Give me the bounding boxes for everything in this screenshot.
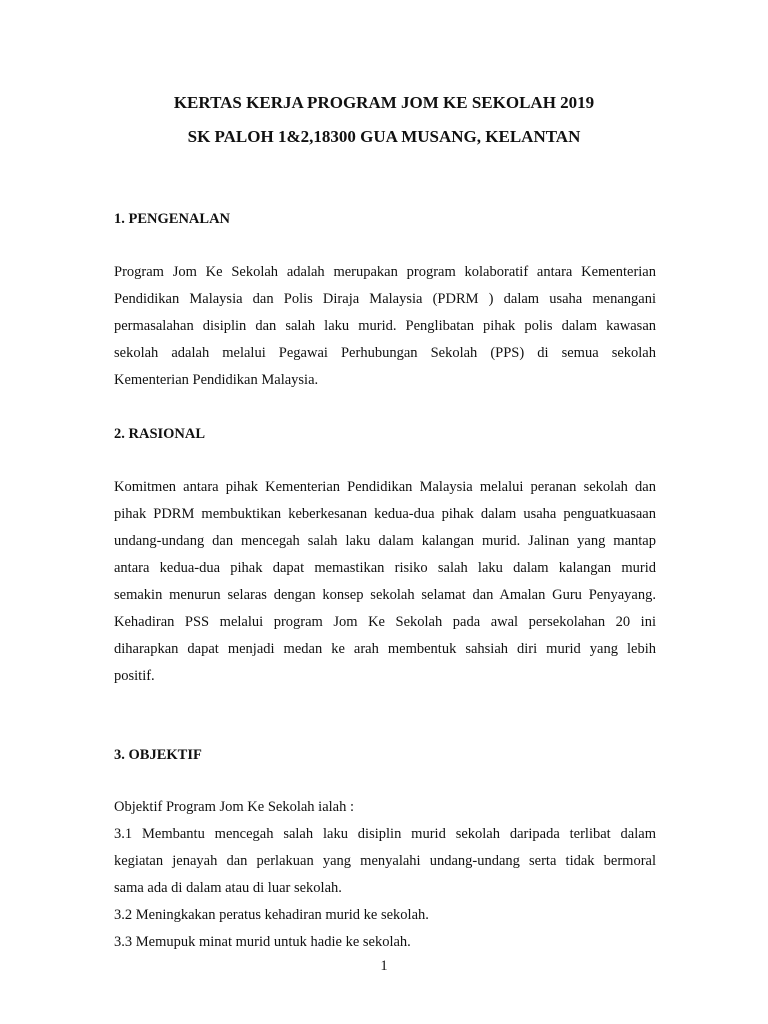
section-body-pengenalan xyxy=(114,259,656,394)
paragraph-line: antara kedua-dua pihak dapat memastikan risiko salah laku dalam kalangan murid xyxy=(114,560,656,576)
section-body-objektif xyxy=(114,794,656,956)
paragraph-line: undang-undang dan mencegah salah laku dalam kalangan murid. Jalinan yang mantap xyxy=(114,533,656,549)
paragraph-line: pihak PDRM membuktikan keberkesanan kedua-dua pihak dalam usaha penguatkuasaan xyxy=(114,506,656,522)
paragraph-line: diharapkan dapat menjadi medan ke arah membentuk sahsiah diri murid yang lebih xyxy=(114,641,656,657)
objective-line: sama ada di dalam atau di luar sekolah. xyxy=(114,880,342,896)
document-subtitle: SK PALOH 1&2,18300 GUA MUSANG, KELANTAN xyxy=(187,127,581,146)
paragraph-line: Komitmen antara pihak Kementerian Pendidikan Malaysia melalui peranan sekolah dan xyxy=(114,479,656,495)
section-heading-objektif: 3. OBJEKTIF xyxy=(114,747,202,763)
page-number: 1 xyxy=(380,958,388,974)
objective-line: 3.3 Memupuk minat murid untuk hadie ke sekolah. xyxy=(114,934,411,950)
paragraph-line: semakin menurun selaras dengan konsep sekolah selamat dan Amalan Guru Penyayang. xyxy=(114,587,656,603)
objective-intro: Objektif Program Jom Ke Sekolah ialah : xyxy=(114,799,355,815)
section-heading-rasional: 2. RASIONAL xyxy=(114,426,206,442)
objective-line: kegiatan jenayah dan perlakuan yang menyalahi undang-undang serta tidak bermoral xyxy=(114,853,656,869)
objective-line: 3.2 Meningkakan peratus kehadiran murid ke sekolah. xyxy=(114,907,429,923)
paragraph-line: permasalahan disiplin dan salah laku murid. Penglibatan pihak polis dalam kawasan xyxy=(114,318,656,334)
paragraph-line: positif. xyxy=(114,668,155,684)
objective-line: 3.1 Membantu mencegah salah laku disiplin murid sekolah daripada terlibat dalam xyxy=(114,826,656,842)
document-title: KERTAS KERJA PROGRAM JOM KE SEKOLAH 2019 xyxy=(173,93,595,112)
paragraph-line: Pendidikan Malaysia dan Polis Diraja Malaysia (PDRM ) dalam usaha menangani xyxy=(114,291,656,307)
paragraph-line: Kementerian Pendidikan Malaysia. xyxy=(114,372,319,388)
section-heading-pengenalan: 1. PENGENALAN xyxy=(114,211,231,227)
paragraph-line: Program Jom Ke Sekolah adalah merupakan program kolaboratif antara Kementerian xyxy=(114,264,656,280)
paragraph-line: sekolah adalah melalui Pegawai Perhubungan Sekolah (PPS) di semua sekolah xyxy=(114,345,656,361)
section-body-rasional xyxy=(114,474,656,690)
paragraph-line: Kehadiran PSS melalui program Jom Ke Sekolah pada awal persekolahan 20 ini xyxy=(114,614,656,630)
